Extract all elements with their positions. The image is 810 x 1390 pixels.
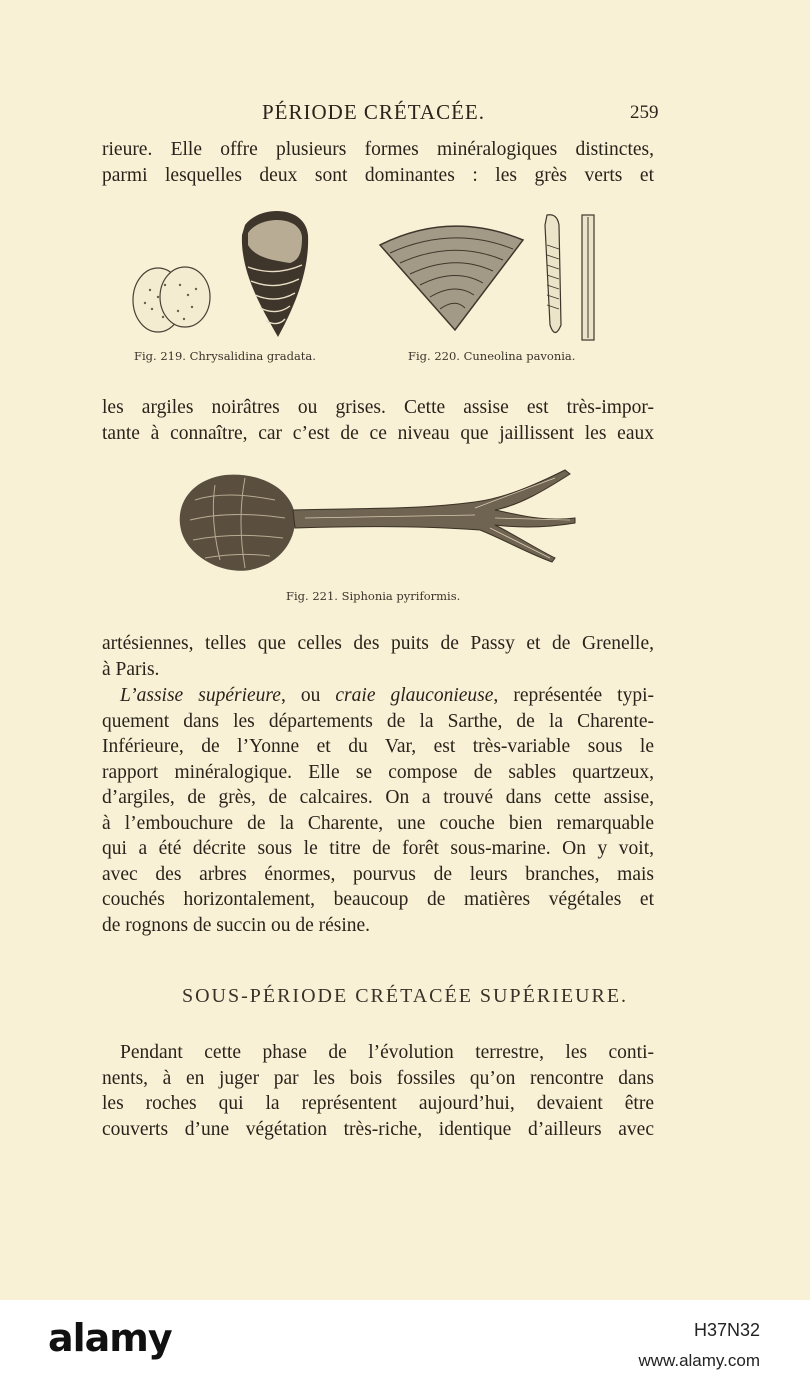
text-line: avec des arbres énormes, pourvus de leurs branches, mais	[102, 863, 654, 885]
paragraph-2	[102, 395, 654, 446]
italic-term: L’assise supérieure	[120, 685, 281, 706]
text-line: à l’embouchure de la Charente, une couche bien remarquable	[102, 812, 654, 834]
text-line: qui a été décrite sous le titre de forêt sous-marine. On y voit,	[102, 838, 654, 859]
text-line: couchés horizontalement, beaucoup de matières végétales et	[102, 889, 654, 910]
text-line: d’argiles, de grès, de calcaires. On a trouvé dans cette assise,	[102, 787, 654, 808]
text-line: quement dans les départements de la Sarthe, de la Charente-	[102, 710, 654, 732]
page-header	[0, 100, 810, 130]
chrysalidina-cross-section	[133, 267, 210, 332]
text-line: Inférieure, de l’Yonne et du Var, est très-variable sous le	[102, 736, 654, 757]
italic-term: craie glauconieuse	[335, 685, 494, 706]
paragraph-5	[102, 1040, 654, 1142]
page-number: 259	[630, 102, 659, 123]
alamy-logo: alamy	[48, 1316, 172, 1360]
paragraph-3	[102, 631, 654, 682]
siphonia-body	[180, 475, 295, 571]
figure-220-cuneolina-illustration	[375, 205, 605, 345]
text-line: couverts d’une végétation très-riche, identique d’ailleurs avec	[102, 1118, 654, 1140]
text-line: parmi lesquelles deux sont dominantes : les grès verts et	[102, 164, 654, 186]
text-line: de rognons de succin ou de résine.	[102, 914, 371, 936]
cuneolina-side-view	[545, 215, 594, 340]
cuneolina-fan	[380, 226, 523, 330]
paragraph-1	[102, 137, 654, 188]
stock-footer	[0, 1300, 810, 1390]
text-line: tante à connaître, car c’est de ce niveau que jaillissent les eaux	[102, 422, 654, 444]
text-line: L’assise supérieure, ou craie glauconieuse, représentée typi-	[120, 685, 654, 706]
text-line: rieure. Elle offre plusieurs formes minéralogiques distinctes,	[102, 139, 654, 160]
text-line: les roches qui la représentent aujourd’hui, devaient être	[102, 1093, 654, 1114]
figure-221-siphonia-illustration	[175, 460, 585, 585]
text-line: artésiennes, telles que celles des puits de Passy et de Grenelle,	[102, 633, 654, 654]
text-line: Pendant cette phase de l’évolution terrestre, les conti-	[120, 1042, 654, 1063]
figure-220-caption: Fig. 220. Cuneolina pavonia.	[408, 349, 576, 363]
image-id: H37N32	[693, 1320, 760, 1340]
text-line: rapport minéralogique. Elle se compose de sables quartzeux,	[102, 761, 654, 783]
figure-219-chrysalidina-illustration	[130, 205, 320, 345]
running-title: PÉRIODE CRÉTACÉE.	[262, 100, 485, 124]
siphonia-stem	[293, 470, 575, 562]
section-heading: SOUS-PÉRIODE CRÉTACÉE SUPÉRIEURE.	[181, 985, 629, 1007]
text-line: à Paris.	[102, 658, 160, 680]
text-line: nents, à en juger par les bois fossiles qu’on rencontre dans	[102, 1067, 654, 1089]
footer-url: www.alamy.com	[638, 1351, 760, 1370]
text-line: les argiles noirâtres ou grises. Cette assise est très-impor-	[102, 397, 654, 418]
figure-219-caption: Fig. 219. Chrysalidina gradata.	[134, 349, 316, 363]
figure-221-caption: Fig. 221. Siphonia pyriformis.	[286, 589, 461, 603]
chrysalidina-shell	[242, 211, 308, 337]
paragraph-4	[102, 683, 654, 938]
